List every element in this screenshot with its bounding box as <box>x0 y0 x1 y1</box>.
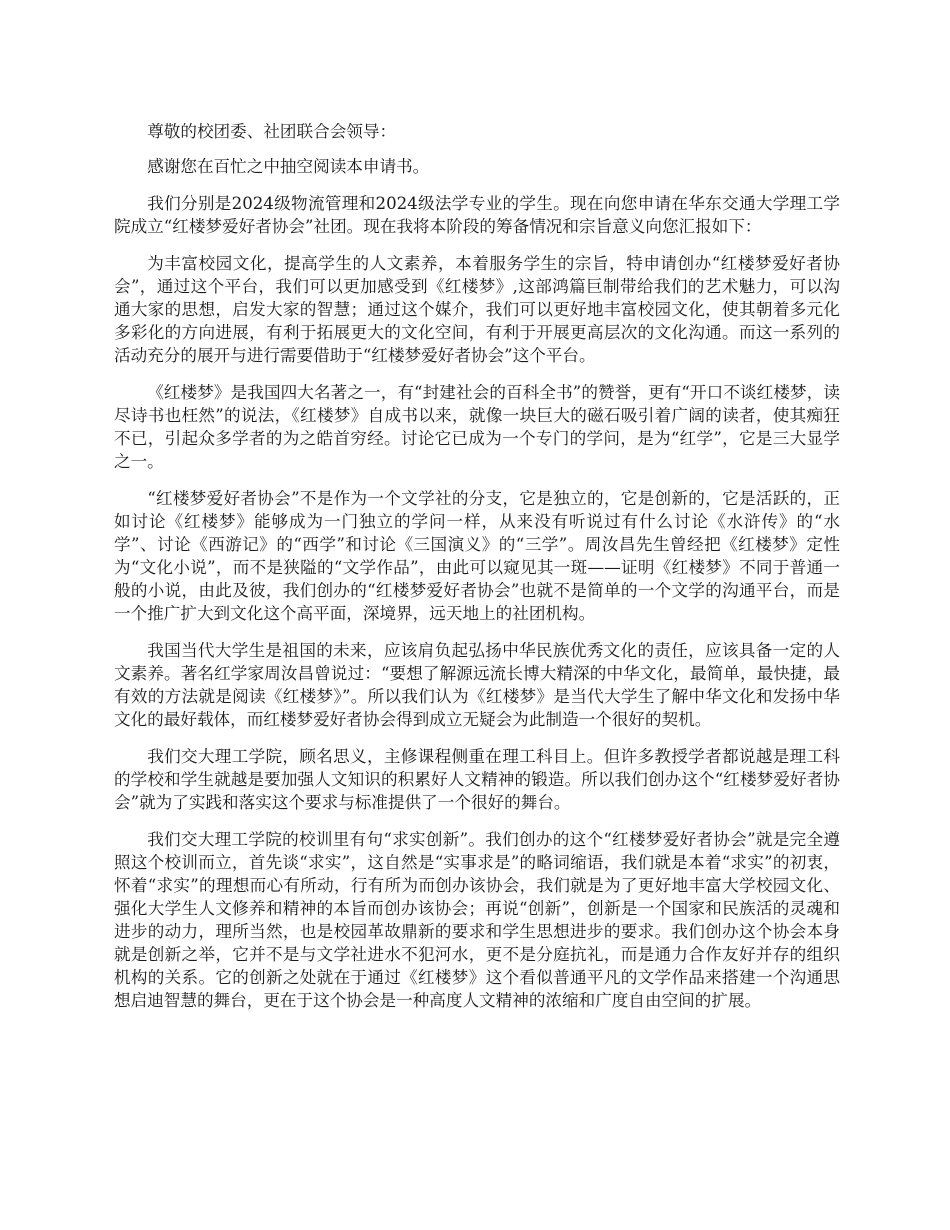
paragraph-purpose: 为丰富校园文化，提高学生的人文素养，本着服务学生的宗旨，特申请创办“红楼梦爱好者协会”，通过这个平台，我们可以更加感受到《红楼梦》,这部鸿篇巨制带给我们的艺术魅力，可以沟通大家的思想，启发大家的智慧；通过这个媒介，我们可以更好地丰富校园文化，使其朝着多元化多彩化的方向进展，有利于拓展更大的文化空间，有利于开展更高层次的文化沟通。而这一系列的活动充分的展开与进行需要借助于“红楼梦爱好者协会”这个平台。 <box>114 254 840 365</box>
paragraph-introduction: 我们分别是2024级物流管理和2024级法学专业的学生。现在向您申请在华东交通大学理工学院成立“红楼梦爱好者协会”社团。现在我将本阶段的筹备情况和宗旨意义向您汇报如下： <box>114 194 840 236</box>
paragraph-independence: “红楼梦爱好者协会”不是作为一个文学社的分支，它是独立的，它是创新的，它是活跃的，正如讨论《红楼梦》能够成为一门独立的学问一样，从来没有听说过有什么讨论《水浒传》的“水学”、讨论《西游记》的“西学”和讨论《三国演义》的“三学”。周汝昌先生曾经把《红楼梦》定性为“文化小说”，而不是狭隘的“文学作品”，由此可以窥见其一斑——证明《红楼梦》不同于普通一般的小说，由此及彼，我们创办的“红楼梦爱好者协会”也就不是简单的一个文学的沟通平台，而是一个推广扩大到文化这个高平面，深境界，远天地上的社团机构。 <box>114 489 840 623</box>
paragraph-engineering-college: 我们交大理工学院，顾名思义，主修课程侧重在理工科目上。但许多教授学者都说越是理工科的学校和学生就越是要加强人文知识的积累好人文精神的锻造。所以我们创办这个“红楼梦爱好者协会”就为了实践和落实这个要求与标准提供了一个很好的舞台。 <box>114 747 840 812</box>
paragraph-novel-significance: 《红楼梦》是我国四大名著之一，有“封建社会的百科全书”的赞誉，更有“开口不谈红楼梦，读尽诗书也枉然”的说法，《红楼梦》自成书以来，就像一块巨大的磁石吸引着广阔的读者，使其痴狂不已，引起众多学者的为之皓首穷经。讨论它已成为一个专门的学问，是为“红学”，它是三大显学之一。 <box>114 383 840 471</box>
paragraph-student-responsibility: 我国当代大学生是祖国的未来，应该肩负起弘扬中华民族优秀文化的责任，应该具备一定的人文素养。著名红学家周汝昌曾说过：“要想了解源远流长博大精深的中华文化，最简单，最快捷，最有效的方法就是阅读《红楼梦》”。所以我们认为《红楼梦》是当代大学生了解中华文化和发扬中华文化的最好载体，而红楼梦爱好者协会得到成立无疑会为此制造一个很好的契机。 <box>114 641 840 729</box>
salutation: 尊敬的校团委、社团联合会领导： <box>147 122 397 141</box>
paragraph-school-motto: 我们交大理工学院的校训里有句“求实创新”。我们创办的这个“红楼梦爱好者协会”就是完全遵照这个校训而立，首先谈“求实”，这自然是“实事求是”的略词缩语，我们就是本着“求实”的初衷，怀着“求实”的理想而心有所动，行有所为而创办该协会，我们就是为了更好地丰富大学校园文化、强化大学生人文修养和精神的本旨而创办该协会；再说“创新”，创新是一个国家和民族活的灵魂和进步的动力，理所当然，也是校园革故鼎新的要求和学生思想进步的要求。我们创办这个协会本身就是创新之举，它并不是与文学社进水不犯河水，更不是分庭抗礼，而是通力合作友好并存的组织机构的关系。它的创新之处就在于通过《红楼梦》这个看似普通平凡的文学作品来搭建一个沟通思想启迪智慧的舞台，更在于这个协会是一种高度人文精神的浓缩和广度自由空间的扩展。 <box>114 830 840 1010</box>
document-body <box>114 120 840 1026</box>
paragraph-thanks: 感谢您在百忙之中抽空阅读本申请书。 <box>147 157 430 176</box>
